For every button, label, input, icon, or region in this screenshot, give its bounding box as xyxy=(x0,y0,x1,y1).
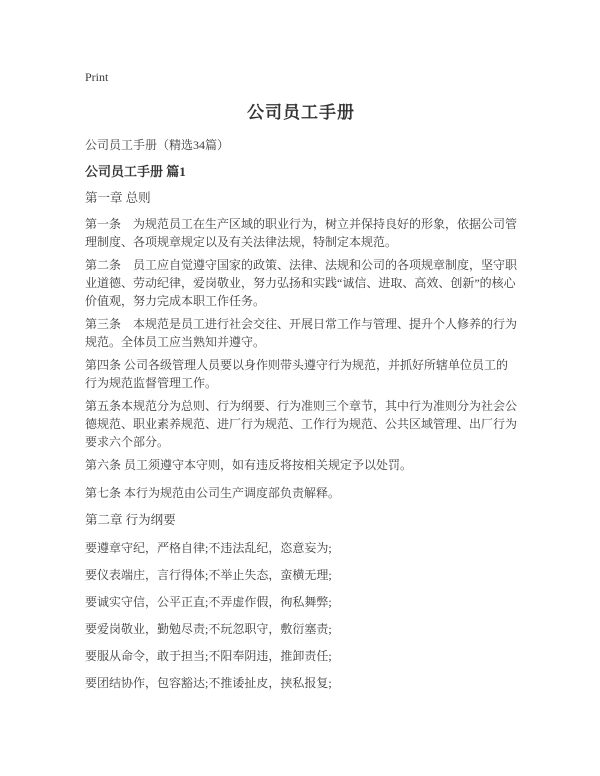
article-paragraph-2: 第二条 员工应自觉遵守国家的政策、法律、法规和公司的各项规章制度，坚守职业道德、劳动纪律，爱岗敬业，努力弘扬和实践“诚信、进取、高效、创新”的核心价值观，努力完成本职工作任务。 xyxy=(85,258,518,308)
guideline-line-4: 要爱岗敬业，勤勉尽责;不玩忽职守，敷衍塞责; xyxy=(85,622,332,636)
article-paragraph-6: 第六条 员工须遵守本守则，如有违反将按相关规定予以处罚。 xyxy=(85,458,413,472)
article-paragraph-7: 第七条 本行为规范由公司生产调度部负责解释。 xyxy=(85,486,341,500)
doc-subtitle: 公司员工手册（精选34篇） xyxy=(85,138,230,152)
chapter-2-heading: 第二章 行为纲要 xyxy=(85,513,176,527)
article-paragraph-1: 第一条 为规范员工在生产区域的职业行为，树立并保持良好的形象，依据公司管理制度、各项规章规定以及有关法律法规，特制定本规范。 xyxy=(85,217,518,249)
guideline-line-6: 要团结协作，包容豁达;不推诿扯皮，挟私报复; xyxy=(85,676,332,690)
guideline-line-5: 要服从命令，敢于担当;不阳奉阴违，推卸责任; xyxy=(85,649,332,663)
doc-section-title: 公司员工手册 篇1 xyxy=(85,164,186,179)
chapter-1-heading: 第一章 总则 xyxy=(85,191,151,205)
page-title: 公司员工手册 xyxy=(247,103,355,122)
article-paragraph-4: 第四条 公司各级管理人员要以身作则带头遵守行为规范，并抓好所辖单位员工的行为规范监督管理工作。 xyxy=(85,358,509,390)
guideline-line-3: 要诚实守信，公平正直;不弄虚作假，徇私舞弊; xyxy=(85,595,332,609)
article-paragraph-5: 第五条本规范分为总则、行为纲要、行为准则三个章节，其中行为准则分为社会公德规范、职业素养规范、进厂行为规范、工作行为规范、公共区域管理、出厂行为要求六个部分。 xyxy=(85,399,518,449)
print-link[interactable]: Print xyxy=(85,70,109,84)
guideline-line-2: 要仪表端庄，言行得体;不举止失态，蛮横无理; xyxy=(85,568,332,582)
guideline-line-1: 要遵章守纪，严格自律;不违法乱纪，恣意妄为; xyxy=(85,541,332,555)
article-paragraph-3: 第三条 本规范是员工进行社会交往、开展日常工作与管理、提升个人修养的行为规范。全体员工应当熟知并遵守。 xyxy=(85,317,518,349)
